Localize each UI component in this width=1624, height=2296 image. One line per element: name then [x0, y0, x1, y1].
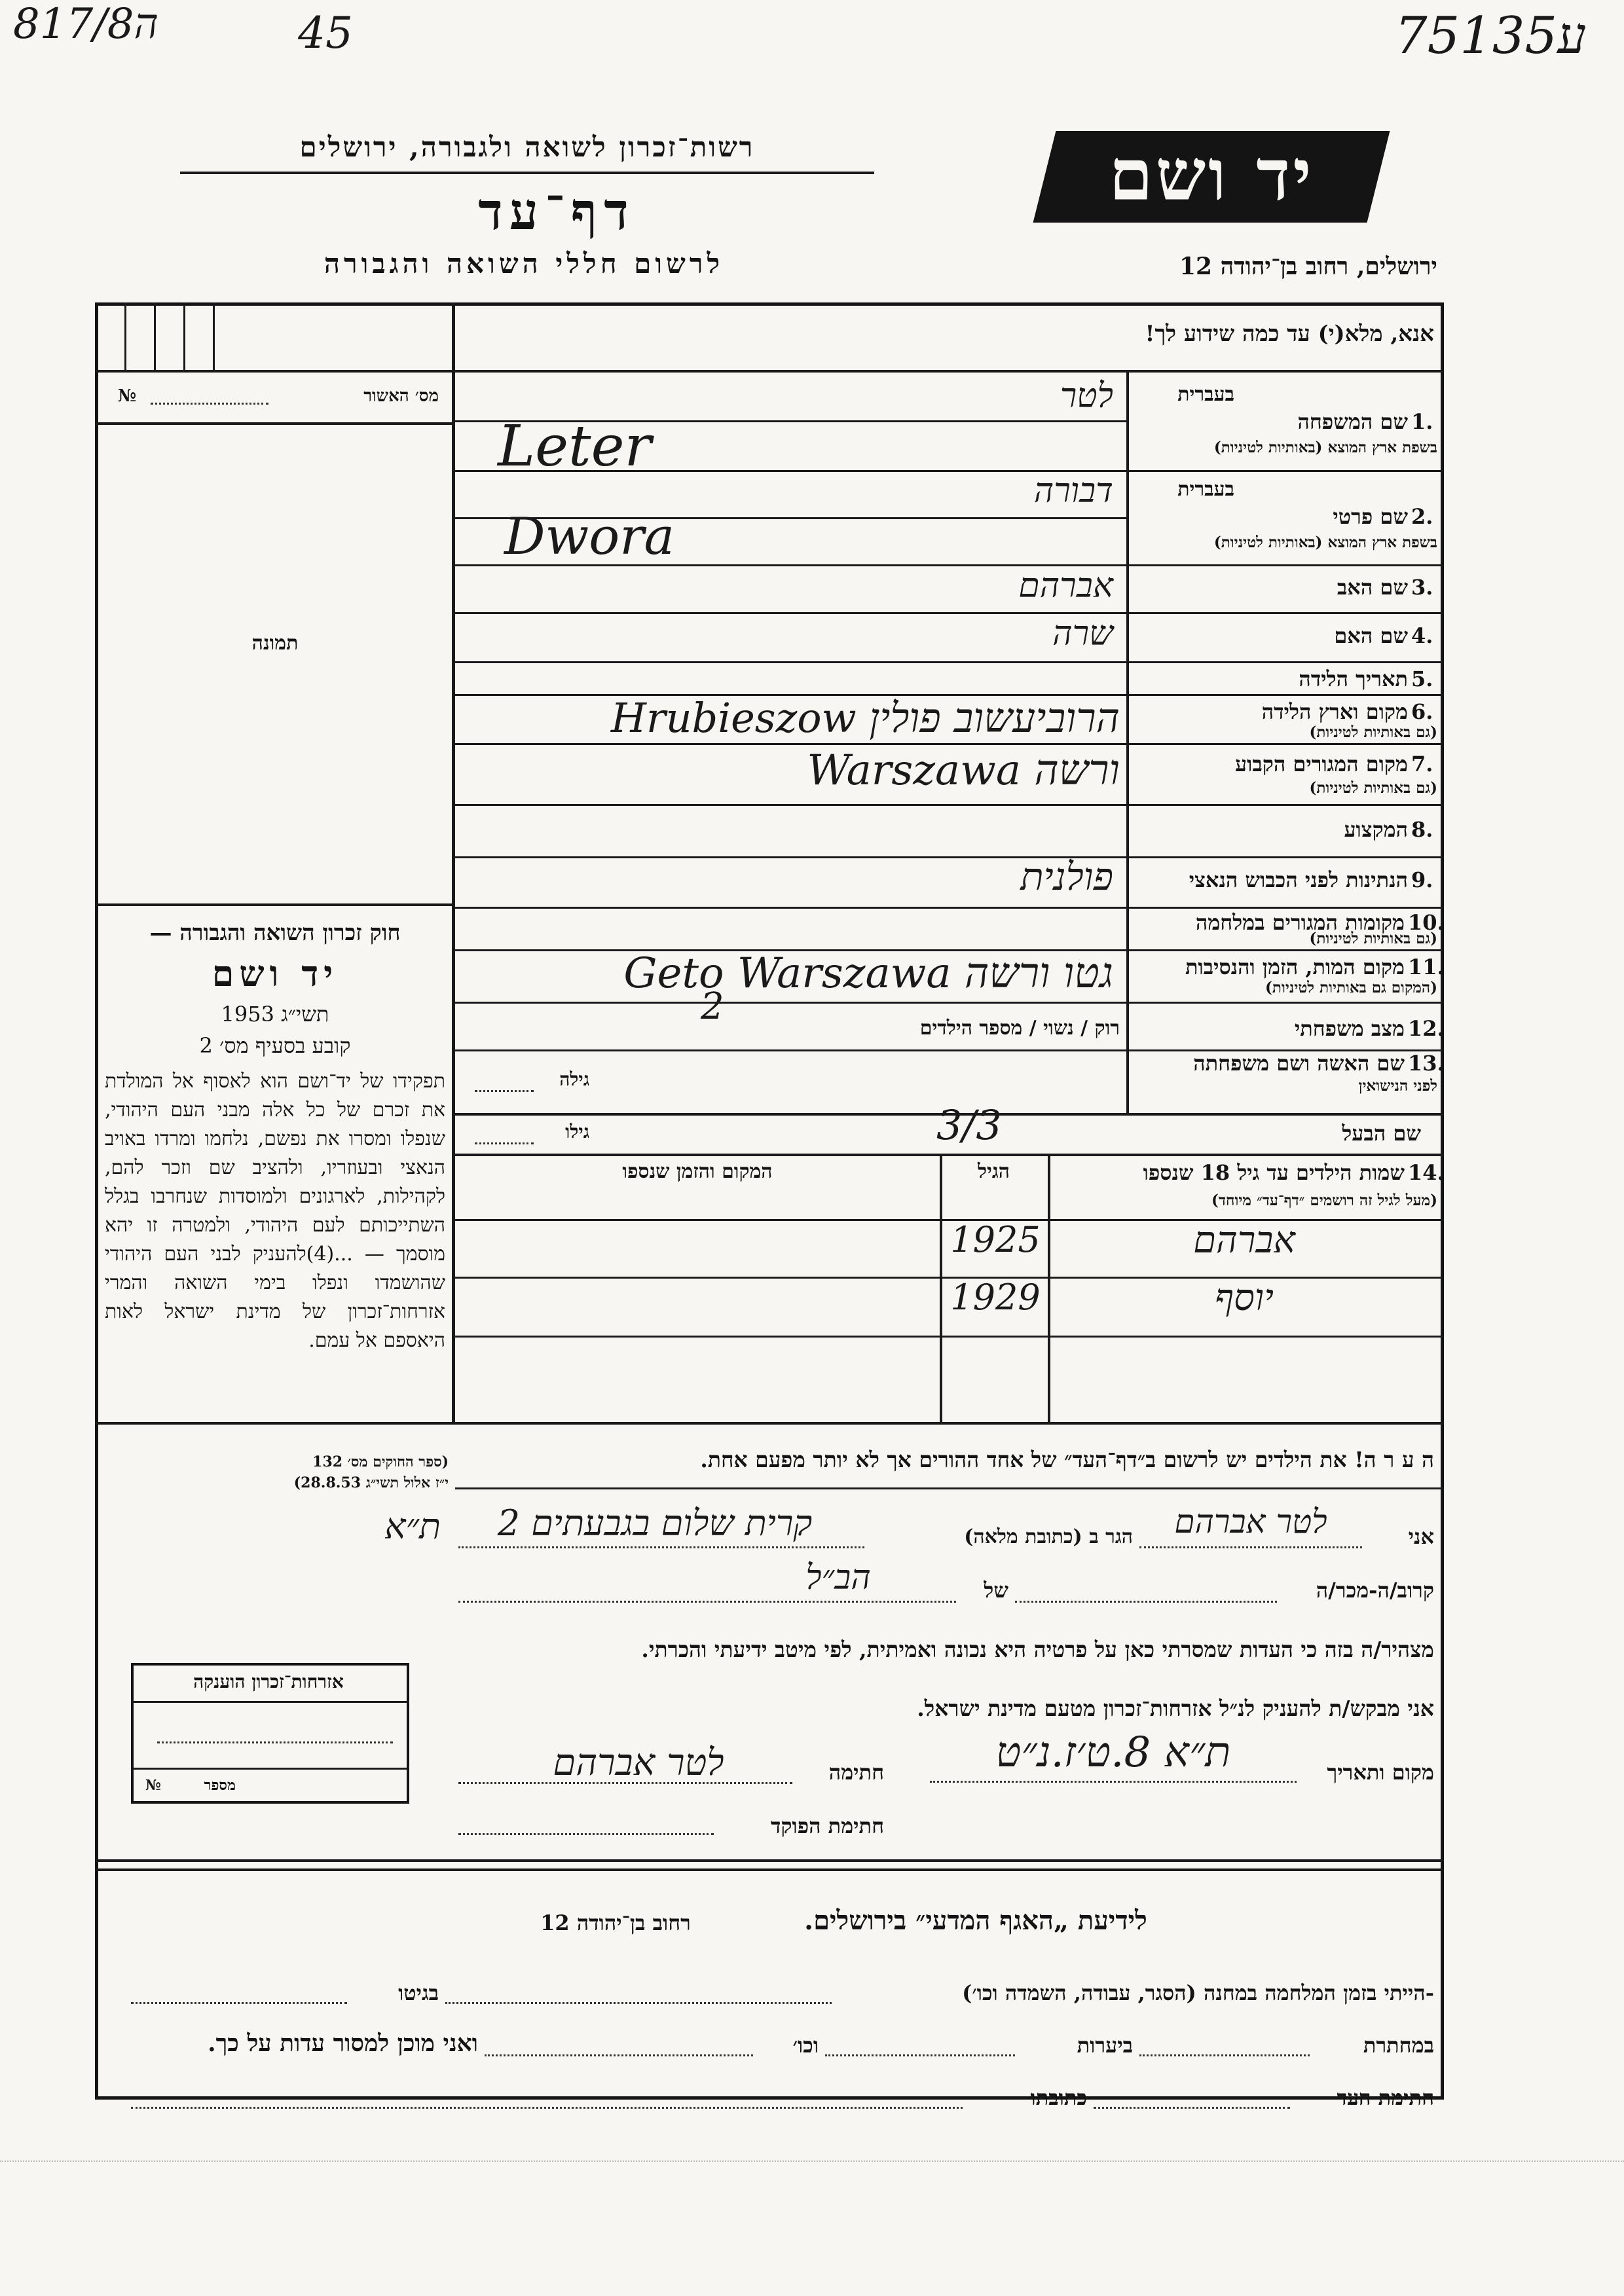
officer-signature-label: חתימת הפוקד	[771, 1813, 884, 1838]
field9-number: 9.	[1411, 867, 1433, 892]
place-date-value: ת״א 8.ט׳ז.נ״ט	[995, 1728, 1231, 1777]
field5-number: 5.	[1411, 666, 1433, 691]
page-subtitle: לרשום חללי השואה והגבורה	[323, 247, 724, 280]
field14-label: שמות הילדים עד גיל 18 שנספו	[1143, 1160, 1405, 1185]
note-text: ה ע ר ה! את הילדים יש לרשום ב״דף־העד״ של אחד ההורים אך לא יותר מפעם אחת.	[700, 1447, 1434, 1472]
field2-sub: בשפת ארץ המוצא (באותיות לטיניות)	[1213, 534, 1437, 551]
field6-number: 6.	[1411, 699, 1433, 724]
citizenship-no-symbol: №	[145, 1777, 161, 1794]
children-place-header: המקום והזמן שנספו	[622, 1160, 773, 1183]
declarant-i-label: אני	[1408, 1524, 1434, 1549]
field7-sub: (גם באותיות לטיניות)	[1309, 779, 1437, 797]
field11-label: מקום המות, הזמן והנסיבות	[1185, 955, 1405, 979]
info-ghetto-label: בגיטו	[398, 1980, 439, 2005]
child-name: יוסף	[1215, 1277, 1274, 1319]
field4-number: 4.	[1411, 623, 1433, 648]
approval-number-label: מס׳ האשור	[363, 386, 439, 406]
husband-label: שם הבעל	[1342, 1121, 1421, 1146]
margin-note-top-center: 45	[298, 8, 353, 58]
page-title: דף־עד	[478, 182, 635, 242]
field2-label: שם פרטי	[1333, 504, 1408, 529]
child-birth-year: 1925	[950, 1219, 1041, 1260]
field1-label: שם המשפחה	[1297, 409, 1408, 434]
field13-sub: לפני הנישואין	[1358, 1077, 1437, 1095]
field2-number: 2.	[1411, 504, 1433, 529]
declaration-text: מצהיר/ה בזה כי העדות שמסרתי כאן על פרטיה היא נכונה ואמיתית, לפי מיטב ידיעתי והכרתי.	[641, 1637, 1434, 1662]
field14-sub: (מעל לגיל זה רושמים ״דף־עד״ מיוחד)	[1211, 1192, 1437, 1209]
institution-address: ירושלים, רחוב בן־יהודה 12	[1179, 253, 1437, 280]
authority-name: רשות־זכרון לשואה ולגבורה, ירושלים	[299, 131, 755, 163]
intro-text: אנא, מלא(י) עד כמה שידוע לך!	[1145, 321, 1434, 347]
law-title: חוק זכרון השואה והגבורה —	[149, 920, 401, 946]
child-birth-year: 1929	[950, 1277, 1041, 1318]
photo-label: תמונה	[251, 632, 299, 655]
death-place: גטו ורשה Geto Warszawa	[623, 949, 1113, 998]
field8-label: המקצוע	[1344, 817, 1408, 842]
citizenship-box-title: אזרחות־זכרון הוענקה	[193, 1671, 344, 1692]
field7-number: 7.	[1411, 752, 1433, 776]
relation-value: הב״ל	[805, 1558, 871, 1597]
request-text: אני מבקש/ת להעניק לנ״ל אזרחות־זכרון מטעם מדינת ישראל.	[917, 1696, 1434, 1721]
margin-note-top-right: 7ע5135	[1395, 7, 1587, 65]
citizenship-number-label: מספר	[204, 1777, 236, 1794]
witness-address-label: כתובתו	[1030, 2085, 1087, 2110]
child-name: אברהם	[1193, 1219, 1295, 1262]
family-name-latin: Leter	[498, 414, 652, 479]
birth-place: הרוביעשוב פולין Hrubieszow	[610, 694, 1120, 742]
field3-label: שם האב	[1337, 575, 1408, 600]
declarant-city: ת״א	[384, 1506, 441, 1547]
field11-number: 11.	[1408, 955, 1445, 979]
field7-label: מקום המגורים הקבוע	[1235, 752, 1408, 776]
marital-status-options: רוק / נשוי / מספר הילדים	[919, 1017, 1120, 1040]
info-underground-label: במחתרת	[1363, 2033, 1434, 2058]
signature-value: לטר אברהם	[553, 1741, 724, 1784]
approval-no-symbol: №	[118, 386, 137, 406]
witness-signature-label: חתימת העד	[1337, 2085, 1434, 2110]
info-etc-label: וכו׳	[792, 2033, 819, 2058]
margin-note-top-left: ה817/8	[13, 0, 158, 48]
declarant-address: קרית שלום בגבעתים 2	[497, 1503, 813, 1544]
field1-number: 1.	[1411, 409, 1433, 434]
info-forests-label: ביערות	[1077, 2033, 1133, 2058]
husband-age-label: גילו	[565, 1121, 589, 1142]
father-name: אברהם	[1018, 566, 1113, 606]
field12-number: 12.	[1408, 1016, 1445, 1041]
children-age-header: הגיל	[977, 1160, 1010, 1183]
relation-label: קרוב/ה-מכר/ה	[1316, 1578, 1434, 1603]
permanent-residence: ורשה Warszawa	[807, 746, 1120, 795]
field2-lang: בעברית	[1177, 478, 1234, 501]
first-name-hebrew: דבורה	[1033, 471, 1113, 511]
field3-number: 3.	[1411, 575, 1433, 600]
field1-lang: בעברית	[1177, 383, 1234, 406]
mother-name: שרה	[1052, 614, 1113, 653]
field6-label: מקום וארץ הלידה	[1261, 699, 1408, 724]
field6-sub: (גם באותיות לטיניות)	[1309, 723, 1437, 741]
field10-number: 10.	[1408, 910, 1445, 935]
law-clause: קובע בסעיף מס׳ 2	[199, 1033, 351, 1058]
field13-number: 13.	[1408, 1051, 1445, 1076]
field1-sub: בשפת ארץ המוצא (באותיות לטיניות)	[1213, 439, 1437, 456]
law-name: יד ושם	[212, 953, 339, 994]
place-date-label: מקום ותאריך	[1327, 1760, 1434, 1785]
field9-label: הנתינות לפני הכבוש הנאצי	[1189, 867, 1408, 892]
citizenship-before: פולנית	[1020, 854, 1113, 899]
husband-age-value: 3/3	[936, 1101, 1002, 1149]
field8-number: 8.	[1411, 817, 1433, 842]
info-title: לידיעת „האגף המדעי״ בירושלים.	[804, 1905, 1147, 1936]
field14-number: 14.	[1408, 1160, 1445, 1185]
field10-label: מקומות המגורים במלחמה	[1195, 910, 1405, 935]
law-reference-2: י״ז אלול תשי״ג 28.8.53)	[293, 1474, 449, 1491]
field10-sub: (גם באותיות לטיניות)	[1309, 930, 1437, 947]
info-ready-text: ואני מוכן למסור עדות על כך.	[208, 2030, 478, 2057]
declarant-name: לטר אברהם	[1174, 1503, 1327, 1540]
field12-label: מצב משפחתי	[1294, 1016, 1405, 1041]
law-year: תשי״ג 1953	[221, 1002, 329, 1027]
first-name-latin: Dwora	[504, 507, 675, 566]
yad-vashem-logo-text: יד ושם	[1109, 134, 1314, 217]
declarant-address-label: הגר ב (כתובת מלאה)	[964, 1525, 1133, 1548]
number-of-children: 2	[701, 985, 724, 1028]
info-address: רחוב בן־יהודה 12	[540, 1910, 691, 1935]
field11-sub: (המקום גם באותיות לטיניות)	[1265, 979, 1437, 996]
field5-label: תאריך הלידה	[1299, 666, 1408, 691]
field13-label: שם האשה ושם משפחתה	[1193, 1051, 1405, 1076]
info-camp-label: -הייתי בזמן המלחמה במחנה (הסגר, עבודה, השמדה וכו׳)	[962, 1980, 1434, 2005]
law-body: תפקידו של יד־ושם הוא לאסוף אל המולדת את זכרם של כל אלה מבני העם היהודי, שנפלו ומסרו את נפשם, נלחמו ומרדו באויב הנאצי ובעוזריו, ולהציב שם וזכר להם, לקהילות, לארגונים ולמוסדות שנחרבו בגלל השתייכותם לעם היהודי, ולמטרה זו יהא מוסמך — ...(4)להעניק לבני העם היהודי שהושמדו ונפלו בימי השואה והמרי אזרחות־זכרון של מדינת ישראל לאות היאספם אל עמם.	[105, 1070, 446, 1352]
family-name-hebrew: לטר	[1060, 376, 1113, 416]
wife-age-label: גילה	[559, 1068, 589, 1090]
signature-label: חתימה	[828, 1760, 884, 1785]
relation-of-label: של	[984, 1578, 1008, 1603]
photo-box	[98, 426, 452, 903]
law-reference-1: (ספר החוקים מס׳ 132	[312, 1453, 449, 1470]
field4-label: שם האם	[1334, 623, 1408, 648]
